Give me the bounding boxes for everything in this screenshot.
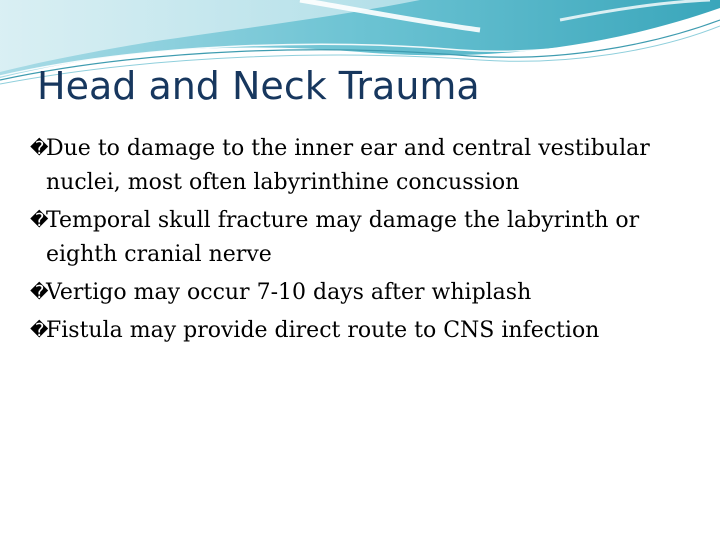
bullet-list xyxy=(30,132,710,352)
bullet-marker-icon: � xyxy=(30,210,49,231)
bullet-item xyxy=(30,314,710,348)
bullet-item xyxy=(30,204,710,272)
bullet-marker-icon: � xyxy=(30,320,49,341)
slide-title: Head and Neck Trauma xyxy=(37,64,480,108)
bullet-item xyxy=(30,132,710,200)
bullet-text: Vertigo may occur 7-10 days after whiplash xyxy=(46,280,532,305)
bullet-text: Temporal skull fracture may damage the labyrinth or eighth cranial nerve xyxy=(46,208,640,267)
bullet-text: Fistula may provide direct route to CNS infection xyxy=(46,318,600,343)
bullet-item xyxy=(30,276,710,310)
bullet-text: Due to damage to the inner ear and central vestibular nuclei, most often labyrinthine concussion xyxy=(46,136,650,195)
bullet-marker-icon: � xyxy=(30,282,49,303)
bullet-marker-icon: � xyxy=(30,138,49,159)
